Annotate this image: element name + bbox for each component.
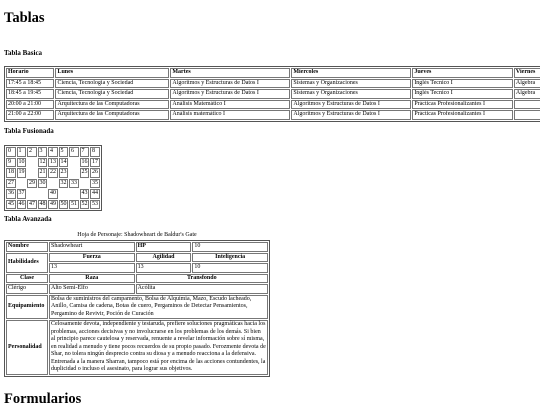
table-cell: Análisis matemático I: [170, 110, 290, 120]
table-cell: 16: [80, 158, 90, 168]
table-cell: 21: [38, 168, 48, 178]
table-row: [6, 200, 100, 210]
table-cell: Sistemas y Organizaciones: [291, 79, 411, 89]
table-cell: 40: [48, 189, 58, 199]
table-cell: Sistemas y Organizaciones: [291, 89, 411, 99]
table-cell: [17, 179, 27, 189]
clase-value: Clérigo: [6, 284, 48, 294]
nombre-value: Shadowheart: [49, 242, 135, 252]
table-cell: 12: [38, 158, 48, 168]
section-heading-fused: Tabla Fusionada: [4, 127, 54, 135]
table-cell: Algoritmos y Estructuras de Datos I: [291, 110, 411, 120]
table-cell: Arquitectura de las Computadoras: [55, 110, 169, 120]
table-cell: Análisis Matemático I: [170, 100, 290, 110]
table-cell: 8: [90, 147, 100, 157]
table-row: [6, 89, 540, 99]
table-cell: 32: [59, 179, 69, 189]
table-cell: 25: [80, 168, 90, 178]
table-cell: 23: [59, 168, 69, 178]
table-caption: Hoja de Personaje: Shadowheart de Baldur's Gate: [77, 232, 197, 238]
table-cell: 35: [90, 179, 100, 189]
advanced-table: [4, 232, 270, 377]
table-cell: 21:00 a 22:00: [6, 110, 54, 120]
fuerza-value: 13: [49, 263, 135, 273]
table-cell: 37: [17, 189, 27, 199]
table-cell: 29: [27, 179, 37, 189]
table-cell: 48: [38, 200, 48, 210]
table-cell: Algoritmos y Estructuras de Datos I: [170, 79, 290, 89]
table-row: [6, 100, 540, 110]
table-cell: 44: [90, 189, 100, 199]
hp-value: 10: [192, 242, 268, 252]
table-cell: [69, 158, 79, 168]
table-cell: 3: [38, 147, 48, 157]
personalidad-value: Celosamente devota, independiente y testaruda, prefiere soluciones pragmáticas hacia los problemas, acciones decisivas y no involucrarse en los problemas de los demás. Si bien al principio parece cautelosa y reservada, renuente a revelar información sobre sí misma, en realidad a menudo y tiene pocos recuerdos de su propio pasado. Ferozmente devota de Shar, no tolera ningún desprecio contra su diosa y a menudo reacciona a la defensiva. Entrenada a la manera Sharran, tampoco está por encima de las acciones contundentes, la duplicidad o incluso el asesinato, para lograr sus objetivos.: [49, 320, 268, 375]
agilidad-label: Agilidad: [136, 253, 192, 263]
table-cell: 7: [80, 147, 90, 157]
table-cell: 14: [59, 158, 69, 168]
table-cell: 30: [38, 179, 48, 189]
table-cell: [69, 189, 79, 199]
equipamiento-label: Equipamiento: [6, 295, 48, 320]
table-row: [6, 242, 268, 252]
table-cell: 51: [69, 200, 79, 210]
raza-label: Raza: [49, 274, 135, 284]
table-cell: Algebra: [514, 79, 540, 89]
table-cell: 2: [27, 147, 37, 157]
table-row: [6, 284, 268, 294]
table-cell: Algebra: [514, 89, 540, 99]
table-cell: 26: [90, 168, 100, 178]
table-row: [6, 110, 540, 120]
table-cell: 36: [6, 189, 16, 199]
table-cell: 17: [90, 158, 100, 168]
table-cell: Prácticas Profesionalizantes I: [412, 100, 513, 110]
table-cell: 18:45 a 19:45: [6, 89, 54, 99]
table-row: [6, 253, 268, 263]
section-heading-advanced: Tabla Avanzada: [4, 215, 52, 223]
table-cell: 9: [6, 158, 16, 168]
table-cell: 5: [59, 147, 69, 157]
table-cell: 1: [17, 147, 27, 157]
table-cell: [80, 179, 90, 189]
table-cell: 27: [6, 179, 16, 189]
raza-value: Alto Semi-Elfo: [49, 284, 135, 294]
table-row: [6, 179, 100, 189]
table-cell: Arquitectura de las Computadoras: [55, 100, 169, 110]
table-cell: 43: [80, 189, 90, 199]
table-row: [6, 274, 268, 284]
column-header: Jueves: [412, 68, 513, 78]
column-header: Miercoles: [291, 68, 411, 78]
table-cell: 46: [17, 200, 27, 210]
table-cell: [59, 189, 69, 199]
table-row: [6, 79, 540, 89]
table-cell: 52: [80, 200, 90, 210]
fuerza-label: Fuerza: [49, 253, 135, 263]
inteligencia-value: 10: [192, 263, 268, 273]
table-cell: 53: [90, 200, 100, 210]
table-cell: Inglés Tecnico I: [412, 79, 513, 89]
table-cell: [48, 179, 58, 189]
column-header: Martes: [170, 68, 290, 78]
table-cell: [514, 110, 540, 120]
table-cell: [69, 168, 79, 178]
table-row: [6, 158, 100, 168]
table-cell: Ciencia, Tecnologia y Sociedad: [55, 79, 169, 89]
table-cell: Algoritmos y Estructuras de Datos I: [291, 100, 411, 110]
section-heading-forms: Formularios: [4, 391, 82, 407]
personalidad-label: Personalidad: [6, 320, 48, 375]
page-title: Tablas: [4, 10, 45, 26]
column-header: Viernes: [514, 68, 540, 78]
table-cell: 50: [59, 200, 69, 210]
table-cell: 33: [69, 179, 79, 189]
table-cell: 22: [48, 168, 58, 178]
table-cell: 45: [6, 200, 16, 210]
table-cell: Ciencia, Tecnologia y Sociedad: [55, 89, 169, 99]
trasfondo-value: Acólita: [136, 284, 268, 294]
fused-table: [4, 145, 102, 211]
table-cell: Algoritmos y Estructuras de Datos I: [170, 89, 290, 99]
equipamiento-value: Bolsa de suministros del campamento, Bolsa de Alquimia, Mazo, Escudo lacheado, Anillo, Camisa de cadena, Botas de cuero, Pergaminos de Detectar Pensamientos, Pergamino de Revivir, Poción de Curación: [49, 295, 268, 320]
column-header: Horario: [6, 68, 54, 78]
basic-table: [4, 66, 540, 122]
table-row: [6, 295, 268, 320]
table-cell: 19: [17, 168, 27, 178]
section-heading-basic: Tabla Basica: [4, 49, 43, 57]
table-row: [6, 168, 100, 178]
table-cell: [38, 189, 48, 199]
table-cell: [27, 189, 37, 199]
agilidad-value: 13: [136, 263, 192, 273]
nombre-label: Nombre: [6, 242, 48, 252]
table-cell: 6: [69, 147, 79, 157]
habilidades-label: Habilidades: [6, 253, 48, 273]
column-header: Lunes: [55, 68, 169, 78]
trasfondo-label: Transfondo: [136, 274, 268, 284]
clase-label: Clase: [6, 274, 48, 284]
hp-label: HP: [136, 242, 192, 252]
table-cell: [27, 168, 37, 178]
table-cell: 4: [48, 147, 58, 157]
table-cell: Prácticas Profesionalizantes I: [412, 110, 513, 120]
table-cell: Inglés Tecnico I: [412, 89, 513, 99]
table-row: [6, 189, 100, 199]
table-cell: 17:45 a 18:45: [6, 79, 54, 89]
table-cell: [27, 158, 37, 168]
table-cell: 49: [48, 200, 58, 210]
table-cell: 13: [48, 158, 58, 168]
table-cell: 10: [17, 158, 27, 168]
table-header-row: [6, 68, 540, 78]
inteligencia-label: Inteligencia: [192, 253, 268, 263]
table-row: [6, 147, 100, 157]
table-cell: [514, 100, 540, 110]
table-cell: 18: [6, 168, 16, 178]
table-cell: 47: [27, 200, 37, 210]
table-cell: 20:00 a 21:00: [6, 100, 54, 110]
table-cell: 0: [6, 147, 16, 157]
table-row: [6, 320, 268, 375]
